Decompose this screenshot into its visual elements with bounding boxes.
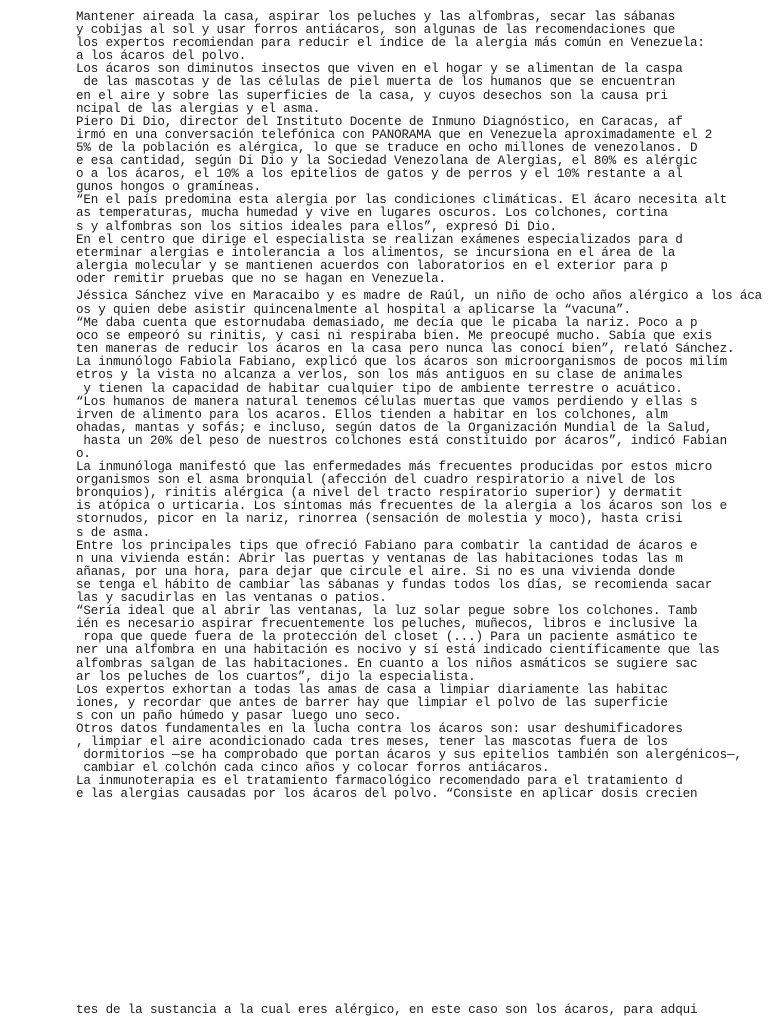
text-line: oco se empeoró su rinitis, y casi ni respiraba bien. Me preocupé mucho. Sabía que exis — [76, 329, 713, 344]
text-line: las y sacudirlas en las ventanas o patios. — [76, 591, 387, 606]
text-line: Jéssica Sánchez vive en Maracaibo y es madre de Raúl, un niño de ocho años alérgico a los áca — [76, 288, 762, 303]
text-line: irmó en una conversación telefónica con PANORAMA que en Venezuela aproximadamente el 2 — [76, 127, 713, 142]
text-line: “En el país predomina esta alergia por las condiciones climáticas. El ácaro necesita alt — [76, 193, 727, 208]
text-line: “Me daba cuenta que estornudaba demasiado, me decía que le picaba la nariz. Poco a p — [76, 316, 698, 331]
text-line: La inmunoterapia es el tratamiento farmacológico recomendado para el tratamiento d — [76, 774, 683, 789]
text-line: alergia molecular y se mantienen acuerdos con laboratorios en el exterior para p — [76, 258, 668, 273]
text-line: Otros datos fundamentales en la lucha contra los ácaros son: usar deshumificadores — [76, 721, 683, 736]
article-continuation — [76, 1004, 756, 1017]
text-line: bronquios), rinitis alérgica (a nivel del tracto respiratorio superior) y dermatit — [76, 486, 683, 501]
text-line: añanas, por una hora, para dejar que circule el aire. Si no es una vivienda donde — [76, 564, 676, 579]
text-line: “Sería ideal que al abrir las ventanas, la luz solar pegue sobre los colchones. Tamb — [76, 604, 698, 619]
text-line: Mantener aireada la casa, aspirar los peluches y las alfombras, secar las sábanas — [76, 10, 676, 24]
text-line: y tienen la capacidad de habitar cualquier tipo de ambiente terrestre o acuático. — [76, 381, 683, 396]
text-line: a los ácaros del polvo. — [76, 49, 247, 64]
text-line: hasta un 20% del peso de nuestros colchones está constituido por ácaros”, indicó Fabian — [76, 433, 727, 448]
text-line: s de asma. — [76, 525, 150, 540]
text-line: , limpiar el aire acondicionado cada tres meses, tener las mascotas fuera de los — [76, 735, 668, 750]
text-line: Entre los principales tips que ofreció Fabiano para combatir la cantidad de ácaros e — [76, 538, 698, 553]
text-line: s con un paño húmedo y pasar luego uno seco. — [76, 708, 402, 723]
text-line: ohadas, mantas y sofás; e incluso, según datos de la Organización Mundial de la Salud, — [76, 420, 713, 435]
text-line: La inmunólogo Fabiola Fabiano, explicó que los ácaros son microorganismos de pocos milím — [76, 355, 727, 370]
text-line: as temperaturas, mucha humedad y vive en lugares oscuros. Los colchones, cortina — [76, 206, 668, 221]
text-line: en el aire y sobre las superficies de la casa, y cuyos desechos son la causa pri — [76, 88, 668, 103]
text-line: de las mascotas y de las células de piel muerta de los humanos que se encuentran — [76, 75, 676, 90]
text-line: ar los peluches de los cuartos”, dijo la especialista. — [76, 669, 476, 684]
text-line: alfombras salgan de las habitaciones. En cuanto a los niños asmáticos se sugiere sac — [76, 656, 698, 671]
text-line: oder remitir pruebas que no se hagan en Venezuela. — [76, 271, 446, 286]
text-line: s y alfombras son los sitios ideales para ellos”, expresó Di Dio. — [76, 219, 557, 234]
text-line: En el centro que dirige el especialista se realizan exámenes especializados para d — [76, 232, 683, 247]
text-line: stornudos, picor en la nariz, rinorrea (sensación de molestia y moco), hasta crisi — [76, 512, 683, 527]
text-line: cambiar el colchón cada cinco años y colocar forros antiácaros. — [76, 761, 550, 776]
text-line: 5% de la población es alérgica, lo que se traduce en ocho millones de venezolanos. D — [76, 140, 698, 155]
text-line: “Los humanos de manera natural tenemos células muertas que vamos perdiendo y ellas s — [76, 394, 698, 409]
text-line: ropa que quede fuera de la protección del closet (...) Para un paciente asmático te — [76, 630, 698, 645]
text-line: e esa cantidad, según Di Dio y la Sociedad Venezolana de Alergias, el 80% es alérgic — [76, 154, 698, 169]
text-line: irven de alimento para los acaros. Ellos tienden a habitar en los colchones, alm — [76, 407, 668, 422]
text-line: os y quien debe asistir quincenalmente al hospital a aplicarse la “vacuna”. — [76, 302, 631, 317]
text-line: dormitorios —se ha comprobado que portan ácaros y sus epitelios también son alergénicos—, — [76, 748, 742, 763]
text-line: los expertos recomiendan para reducir el índice de la alergia más común en Venezuela: — [76, 36, 705, 51]
text-line: ién es necesario aspirar frecuentemente los peluches, muñecos, libros e inclusive la — [76, 617, 698, 632]
text-line: Piero Di Dio, director del Instituto Docente de Inmuno Diagnóstico, en Caracas, af — [76, 114, 683, 129]
text-line: gunos hongos o gramíneas. — [76, 180, 261, 195]
text-line: se tenga el hábito de cambiar las sábanas y fundas todos los días, se recomienda sacar — [76, 577, 713, 592]
text-line: ncipal de las alergias y el asma. — [76, 101, 321, 116]
text-line: etros y la vista no alcanza a verlos, son los más antiguos en su clase de animales — [76, 368, 683, 383]
text-line: tes de la sustancia a la cual eres alérgico, en este caso son los ácaros, para adqui — [76, 1003, 698, 1017]
text-line: iones, y recordar que antes de barrer hay que limpiar el polvo de las superficie — [76, 695, 668, 710]
text-line: organismos son el asma bronquial (afección del cuadro respiratorio a nivel de los — [76, 473, 676, 488]
text-line: o a los ácaros, el 10% a los epitelios de gatos y de perros y el 10% restante a al — [76, 167, 683, 182]
text-line: y cobijas al sol y usar forros antiácaros, son algunas de las recomendaciones que — [76, 23, 676, 38]
text-line: ner una alfombra en una habitación es nocivo y sí está indicado científicamente que las — [76, 643, 720, 658]
text-line: o. — [76, 447, 91, 461]
text-line: Los ácaros son diminutos insectos que viven en el hogar y se alimentan de la caspa — [76, 62, 683, 77]
text-line: is atópica o urticaria. Los síntomas más frecuentes de la alergia a los ácaros son los e — [76, 499, 727, 514]
text-line: eterminar alergias e intolerancia a los alimentos, se incursiona en el área de la — [76, 245, 676, 260]
text-line: n una vivienda están: Abrir las puertas y ventanas de las habitaciones todas las m — [76, 551, 683, 566]
text-line: e las alergias causadas por los ácaros del polvo. “Consiste en aplicar dosis crecien — [76, 787, 698, 802]
text-line: Los expertos exhortan a todas las amas de casa a limpiar diariamente las habitac — [76, 682, 668, 697]
text-line: La inmunóloga manifestó que las enfermedades más frecuentes producidas por estos micro — [76, 460, 713, 475]
text-line: ten maneras de reducir los ácaros en la casa pero nunca las conocí bien”, relató Sánchez. — [76, 342, 735, 357]
article-body — [76, 10, 762, 802]
